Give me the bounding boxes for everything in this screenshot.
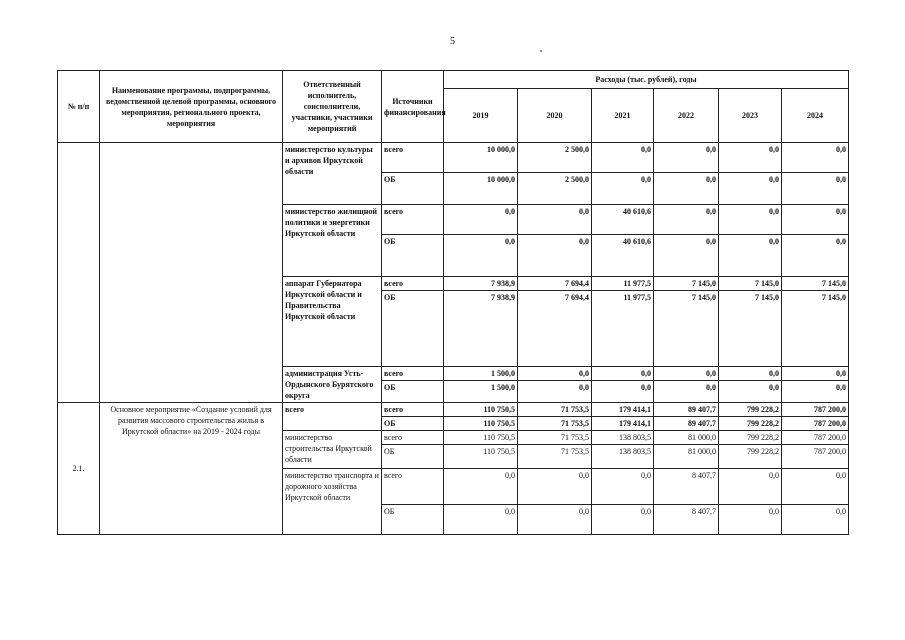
value-cell: 0,0 xyxy=(782,381,849,403)
value-cell: 0,0 xyxy=(654,143,719,173)
source-cell: ОБ xyxy=(382,381,444,403)
value-cell: 71 753,5 xyxy=(518,417,592,431)
source-cell: всего xyxy=(382,143,444,173)
value-cell: 7 145,0 xyxy=(654,291,719,367)
value-cell: 11 977,5 xyxy=(592,277,654,291)
value-cell: 7 145,0 xyxy=(719,277,782,291)
source-cell: всего xyxy=(382,469,444,505)
value-cell: 40 610,6 xyxy=(592,235,654,277)
value-cell: 787 200,0 xyxy=(782,445,849,469)
value-cell: 1 500,0 xyxy=(444,367,518,381)
value-cell: 0,0 xyxy=(444,469,518,505)
header-year: 2022 xyxy=(654,89,719,143)
value-cell: 0,0 xyxy=(592,381,654,403)
value-cell: 799 228,2 xyxy=(719,403,782,417)
header-name: Наименование программы, подпрограммы, ведомственной целевой программы, основного мероприятия, регионального проекта, мероприятия xyxy=(100,71,283,143)
value-cell: 0,0 xyxy=(654,381,719,403)
value-cell: 8 407,7 xyxy=(654,469,719,505)
value-cell: 787 200,0 xyxy=(782,403,849,417)
header-no: № п/п xyxy=(58,71,100,143)
value-cell: 89 407,7 xyxy=(654,403,719,417)
value-cell: 0,0 xyxy=(518,469,592,505)
executor-ust-orda: администрация Усть-Ордынского Бурятского округа xyxy=(283,367,382,403)
value-cell: 7 145,0 xyxy=(782,291,849,367)
value-cell: 110 750,5 xyxy=(444,445,518,469)
header-expenses: Расходы (тыс. рублей), годы xyxy=(444,71,849,89)
value-cell: 7 938,9 xyxy=(444,291,518,367)
value-cell: 10 000,0 xyxy=(444,143,518,173)
source-cell: ОБ xyxy=(382,173,444,205)
value-cell: 799 228,2 xyxy=(719,417,782,431)
value-cell: 0,0 xyxy=(444,205,518,235)
value-cell: 7 145,0 xyxy=(782,277,849,291)
value-cell: 179 414,1 xyxy=(592,417,654,431)
value-cell: 7 694,4 xyxy=(518,277,592,291)
value-cell: 0,0 xyxy=(782,235,849,277)
source-cell: ОБ xyxy=(382,291,444,367)
executor-transport: министерство транспорта и дорожного хозяйства Иркутской области xyxy=(283,469,382,535)
header-executor: Ответственный исполнитель, соисполнители, участники, участники мероприятий xyxy=(283,71,382,143)
source-cell: всего xyxy=(382,367,444,381)
value-cell: 8 407,7 xyxy=(654,505,719,535)
source-cell: всего xyxy=(382,431,444,445)
value-cell: 110 750,5 xyxy=(444,417,518,431)
header-year: 2024 xyxy=(782,89,849,143)
value-cell: 0,0 xyxy=(518,367,592,381)
value-cell: 787 200,0 xyxy=(782,417,849,431)
value-cell: 0,0 xyxy=(719,205,782,235)
value-cell: 0,0 xyxy=(444,505,518,535)
header-year: 2020 xyxy=(518,89,592,143)
value-cell: 110 750,5 xyxy=(444,431,518,445)
value-cell: 179 414,1 xyxy=(592,403,654,417)
page-number: 5 xyxy=(450,36,455,47)
value-cell: 71 753,5 xyxy=(518,431,592,445)
value-cell: 7 694,4 xyxy=(518,291,592,367)
value-cell: 0,0 xyxy=(518,205,592,235)
value-cell: 0,0 xyxy=(782,173,849,205)
value-cell: 7 145,0 xyxy=(654,277,719,291)
row-number-empty xyxy=(58,143,100,403)
value-cell: 0,0 xyxy=(592,505,654,535)
value-cell: 71 753,5 xyxy=(518,403,592,417)
header-source: Источники финансирования xyxy=(382,71,444,143)
value-cell: 71 753,5 xyxy=(518,445,592,469)
value-cell: 0,0 xyxy=(444,235,518,277)
value-cell: 0,0 xyxy=(782,367,849,381)
value-cell: 0,0 xyxy=(719,173,782,205)
executor-governor-office: аппарат Губернатора Иркутской области и Правительства Иркутской области xyxy=(283,277,382,367)
row-number: 2.1. xyxy=(58,403,100,535)
value-cell: 7 145,0 xyxy=(719,291,782,367)
header-year: 2019 xyxy=(444,89,518,143)
value-cell: 0,0 xyxy=(592,143,654,173)
value-cell: 138 803,5 xyxy=(592,445,654,469)
value-cell: 2 500,0 xyxy=(518,173,592,205)
executor-construction: министерство строительства Иркутской области xyxy=(283,431,382,469)
value-cell: 7 938,9 xyxy=(444,277,518,291)
source-cell: всего xyxy=(382,277,444,291)
value-cell: 0,0 xyxy=(719,469,782,505)
executor-housing: министерство жилищной политики и энергетики Иркутской области xyxy=(283,205,382,277)
value-cell: 0,0 xyxy=(654,367,719,381)
value-cell: 0,0 xyxy=(654,173,719,205)
header-year: 2021 xyxy=(592,89,654,143)
value-cell: 0,0 xyxy=(782,505,849,535)
value-cell: 0,0 xyxy=(518,505,592,535)
value-cell: 0,0 xyxy=(592,367,654,381)
value-cell: 89 407,7 xyxy=(654,417,719,431)
value-cell: 1 500,0 xyxy=(444,381,518,403)
source-cell: всего xyxy=(382,205,444,235)
value-cell: 799 228,2 xyxy=(719,445,782,469)
value-cell: 0,0 xyxy=(719,143,782,173)
header-year: 2023 xyxy=(719,89,782,143)
value-cell: 0,0 xyxy=(719,367,782,381)
row-name-empty xyxy=(100,143,283,403)
value-cell: 138 803,5 xyxy=(592,431,654,445)
value-cell: 0,0 xyxy=(719,381,782,403)
value-cell: 0,0 xyxy=(592,173,654,205)
executor-culture: министерство культуры и архивов Иркутской области xyxy=(283,143,382,205)
value-cell: 11 977,5 xyxy=(592,291,654,367)
measure-name: Основное мероприятие «Создание условий для развития массового строительства жилья в Иркутской области» на 2019 - 2024 годы xyxy=(100,403,283,535)
source-cell: ОБ xyxy=(382,417,444,431)
value-cell: 0,0 xyxy=(518,381,592,403)
value-cell: 2 500,0 xyxy=(518,143,592,173)
value-cell: 0,0 xyxy=(782,205,849,235)
budget-table xyxy=(57,70,849,535)
value-cell: 0,0 xyxy=(654,235,719,277)
value-cell: 0,0 xyxy=(592,469,654,505)
source-cell: всего xyxy=(382,403,444,417)
value-cell: 799 228,2 xyxy=(719,431,782,445)
value-cell: 0,0 xyxy=(654,205,719,235)
executor-total: всего xyxy=(283,403,382,431)
source-cell: ОБ xyxy=(382,505,444,535)
value-cell: 787 200,0 xyxy=(782,431,849,445)
value-cell: 0,0 xyxy=(782,469,849,505)
source-cell: ОБ xyxy=(382,445,444,469)
value-cell: 0,0 xyxy=(518,235,592,277)
value-cell: 0,0 xyxy=(782,143,849,173)
value-cell: 81 000,0 xyxy=(654,445,719,469)
value-cell: 81 000,0 xyxy=(654,431,719,445)
scan-speck xyxy=(540,50,542,52)
value-cell: 10 000,0 xyxy=(444,173,518,205)
source-cell: ОБ xyxy=(382,235,444,277)
value-cell: 110 750,5 xyxy=(444,403,518,417)
value-cell: 0,0 xyxy=(719,505,782,535)
value-cell: 40 610,6 xyxy=(592,205,654,235)
value-cell: 0,0 xyxy=(719,235,782,277)
